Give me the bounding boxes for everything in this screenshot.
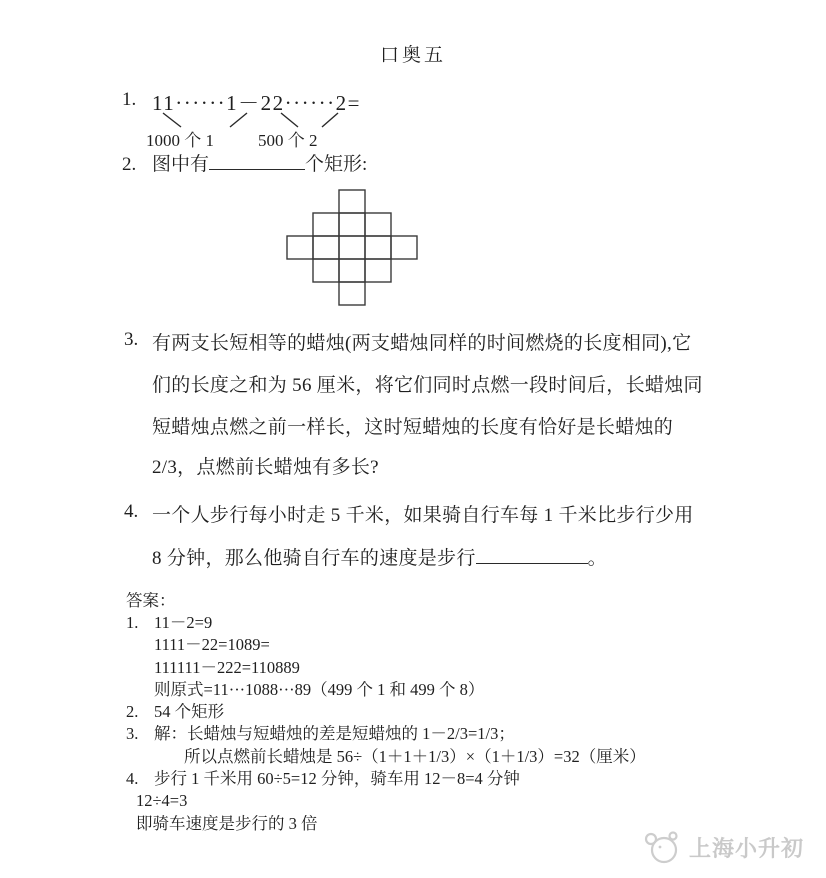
answer-line-text: 即骑车速度是步行的 3 倍 — [136, 813, 318, 833]
answer-line — [124, 723, 794, 745]
answer-line-text: 则原式=11···1088···89（499 个 1 和 499 个 8） — [154, 679, 485, 699]
answer-line — [124, 657, 794, 679]
question-4-number: 4. — [124, 501, 139, 522]
answer-line-text: 111111－222=110889 — [154, 657, 300, 677]
brand-name: 上海小升初 — [689, 835, 805, 861]
answer-line — [124, 612, 794, 634]
question-4-line-2-text: 8 分钟，那么他骑自行车的速度是步行 — [152, 548, 476, 569]
question-3-line-4: 2/3，点燃前长蜡烛有多长? — [152, 457, 379, 478]
question-4-line-2 — [152, 543, 607, 570]
answer-line-number: 4. — [126, 769, 139, 789]
question-4-blank — [476, 544, 588, 564]
answer-line-number: 3. — [126, 724, 139, 744]
question-3-line-2: 们的长度之和为 56 厘米，将它们同时点燃一段时间后，长蜡烛同 — [152, 375, 703, 396]
answer-line-text: 1111－22=1089= — [154, 635, 270, 655]
answer-line-text: 步行 1 千米用 60÷5=12 分钟，骑车用 12－8=4 分钟 — [154, 769, 520, 789]
answer-line-text: 所以点燃前长蜡烛是 56÷（1＋1＋1/3）×（1＋1/3）=32（厘米） — [184, 746, 646, 766]
answer-line-text: 12÷4=3 — [136, 791, 188, 811]
answer-line-number: 1. — [126, 613, 139, 632]
page-title: 口奥五 — [379, 45, 446, 66]
question-1-number: 1. — [122, 89, 137, 110]
answer-line — [124, 768, 794, 790]
question-3-number: 3. — [124, 329, 139, 350]
question-3-line-1: 有两支长短相等的蜡烛(两支蜡烛同样的时间燃烧的长度相同),它 — [152, 333, 692, 354]
answer-line — [124, 746, 794, 768]
answer-line-text: 解：长蜡烛与短蜡烛的差是短蜡烛的 1－2/3=1/3； — [154, 724, 515, 744]
question-3-line-3: 短蜡烛点燃之前一样长，这时短蜡烛的长度有恰好是长蜡烛的 — [152, 417, 674, 438]
question-2-blank — [209, 150, 305, 170]
rectangle-grid-figure — [286, 189, 419, 307]
question-3 — [122, 328, 742, 488]
answer-line — [124, 679, 794, 701]
answers-section — [124, 589, 794, 835]
question-1-count-label-right: 500 个 2 — [258, 131, 318, 150]
question-2-text-before: 图中有 — [152, 154, 210, 175]
question-1 — [122, 87, 542, 157]
question-2-text-after: 个矩形: — [305, 154, 368, 175]
answers-header: 答案： — [126, 591, 176, 610]
answer-line — [124, 634, 794, 656]
question-4 — [122, 500, 742, 590]
question-1-expression: 11······1－22······2= — [152, 91, 361, 115]
question-2 — [122, 149, 367, 176]
answer-line — [124, 701, 794, 723]
question-2-number: 2. — [122, 154, 137, 175]
question-1-count-label-left: 1000 个 1 — [146, 131, 214, 150]
brand-logo-icon — [642, 830, 682, 864]
answer-line-number: 2. — [126, 702, 139, 722]
answer-line — [124, 790, 794, 812]
answer-line-text: 11－2=9 — [154, 613, 213, 632]
answer-line-text: 54 个矩形 — [154, 702, 225, 722]
question-4-period: 。 — [587, 548, 607, 569]
question-4-line-1: 一个人步行每小时走 5 千米，如果骑自行车每 1 千米比步行少用 — [152, 505, 694, 526]
watermark — [642, 830, 804, 864]
